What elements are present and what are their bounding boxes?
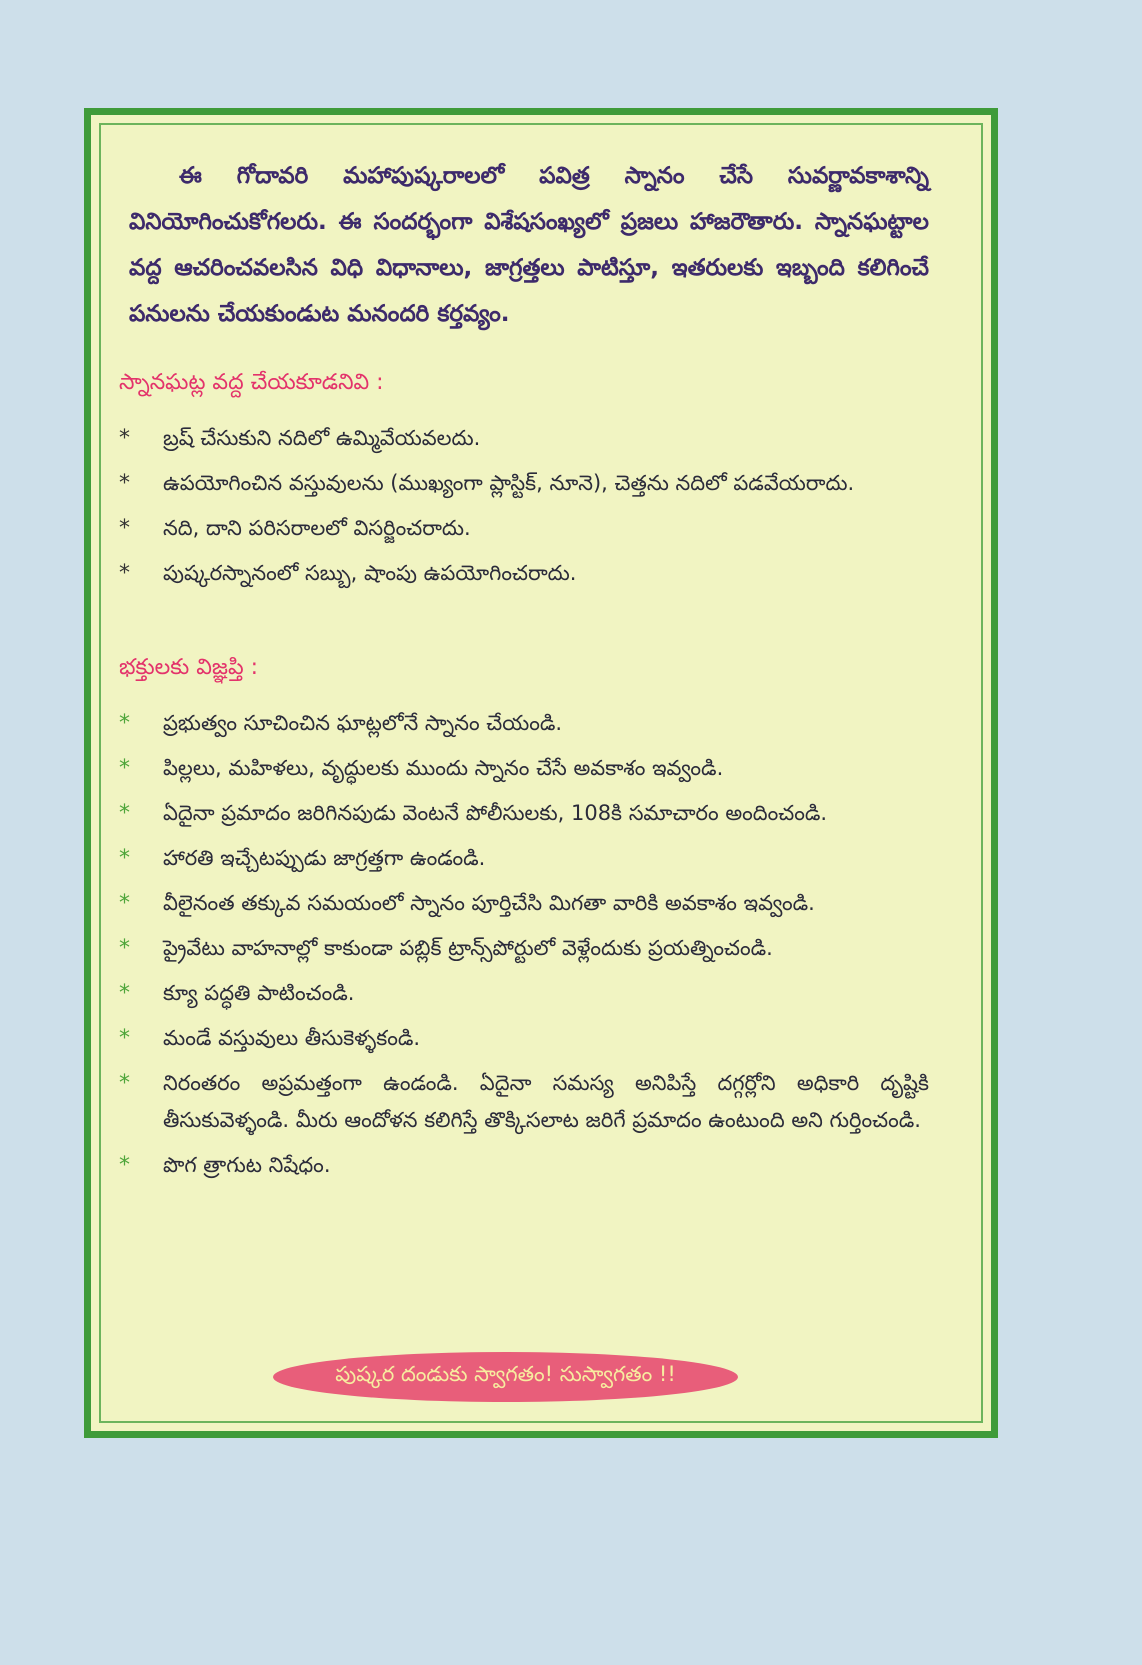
item-text: బ్రష్ చేసుకుని నదిలో ఉమ్మివేయవలదు. (163, 426, 481, 450)
asterisk-icon: * (119, 1153, 130, 1178)
notice-frame (84, 108, 998, 1438)
list-item (119, 1020, 929, 1057)
list-item (119, 1147, 929, 1184)
item-text: ప్రైవేటు వాహనాల్లో కాకుండా పబ్లిక్ ట్రాన్స్‌పోర్టులో వెళ్లేందుకు ప్రయత్నించండి. (163, 936, 773, 960)
item-text: పిల్లలు, మహిళలు, వృద్ధులకు ముందు స్నానం చేసే అవకాశం ఇవ్వండి. (163, 756, 724, 780)
asterisk-icon: * (119, 711, 130, 736)
list-item (119, 1065, 929, 1139)
item-text: వీలైనంత తక్కువ సమయంలో స్నానం పూర్తిచేసి మిగతా వారికి అవకాశం ఇవ్వండి. (163, 891, 815, 915)
asterisk-icon: * (119, 801, 130, 826)
list-item (119, 555, 929, 592)
section-appeal-heading: భక్తులకు విజ్ఞప్తి : (119, 655, 259, 680)
item-text: మండే వస్తువులు తీసుకెళ్ళకండి. (163, 1026, 421, 1050)
item-text: క్యూ పద్ధతి పాటించండి. (163, 981, 355, 1005)
asterisk-icon: * (119, 561, 130, 586)
list-item (119, 975, 929, 1012)
asterisk-icon: * (119, 1026, 130, 1051)
asterisk-icon: * (119, 756, 130, 781)
list-item (119, 840, 929, 877)
asterisk-icon: * (119, 471, 130, 496)
asterisk-icon: * (119, 981, 130, 1006)
item-text: ఉపయోగించిన వస్తువులను (ముఖ్యంగా ప్లాస్టిక్, నూనె), చెత్తను నదిలో పడవేయరాదు. (163, 471, 855, 495)
list-item (119, 510, 929, 547)
list-item (119, 465, 929, 502)
list-item (119, 705, 929, 742)
list-item (119, 885, 929, 922)
item-text: పొగ త్రాగుట నిషేధం. (163, 1153, 331, 1177)
section-appeal-list (119, 705, 929, 1192)
asterisk-icon: * (119, 516, 130, 541)
asterisk-icon: * (119, 936, 130, 961)
list-item (119, 420, 929, 457)
asterisk-icon: * (119, 891, 130, 916)
list-item (119, 930, 929, 967)
item-text: ఏదైనా ప్రమాదం జరిగినపుడు వెంటనే పోలీసులకు, 108కి సమాచారం అందించండి. (163, 801, 828, 825)
list-item (119, 795, 929, 832)
item-text: నిరంతరం అప్రమత్తంగా ఉండండి. ఏదైనా సమస్య అనిపిస్తే దగ్గర్లోని అధికారి దృష్టికి తీసుకువెళ్ళండి. మీరు ఆందోళన కలిగిస్తే తొక్కిసలాట జరిగే ప్రమాదం ఉంటుంది అని గుర్తించండి. (163, 1071, 929, 1132)
section-dont-heading: స్నానఘట్ల వద్ద చేయకూడనివి : (119, 370, 384, 395)
item-text: పుష్కరస్నానంలో సబ్బు, షాంపు ఉపయోగించరాదు. (163, 561, 577, 585)
item-text: ప్రభుత్వం సూచించిన ఘాట్లలోనే స్నానం చేయండి. (163, 711, 563, 735)
intro-text: ఈ గోదావరి మహాపుష్కరాలలో పవిత్ర స్నానం చేసే సువర్ణావకాశాన్ని వినియోగించుకోగలరు. ఈ సందర్భంగా విశేషసంఖ్యలో ప్రజలు హాజరౌతారు. స్నానఘట్టాల వద్ద ఆచరించవలసిన విధి విధానాలు, జాగ్రత్తలు పాటిస్తూ, ఇతరులకు ఇబ్బంది కలిగించే పనులను చేయకుండుట మనందరి కర్తవ్యం. (129, 163, 929, 327)
asterisk-icon: * (119, 426, 130, 451)
welcome-banner (273, 1352, 738, 1402)
item-text: హారతి ఇచ్చేటప్పుడు జాగ్రత్తగా ఉండండి. (163, 846, 486, 870)
asterisk-icon: * (119, 846, 130, 871)
asterisk-icon: * (119, 1071, 130, 1096)
banner-text: పుష్కర దండుకు స్వాగతం! సుస్వాగతం !! (335, 1362, 676, 1386)
intro-paragraph (129, 153, 929, 337)
list-item (119, 750, 929, 787)
item-text: నది, దాని పరిసరాలలో విసర్జించరాదు. (163, 516, 471, 540)
section-dont-list (119, 420, 929, 600)
